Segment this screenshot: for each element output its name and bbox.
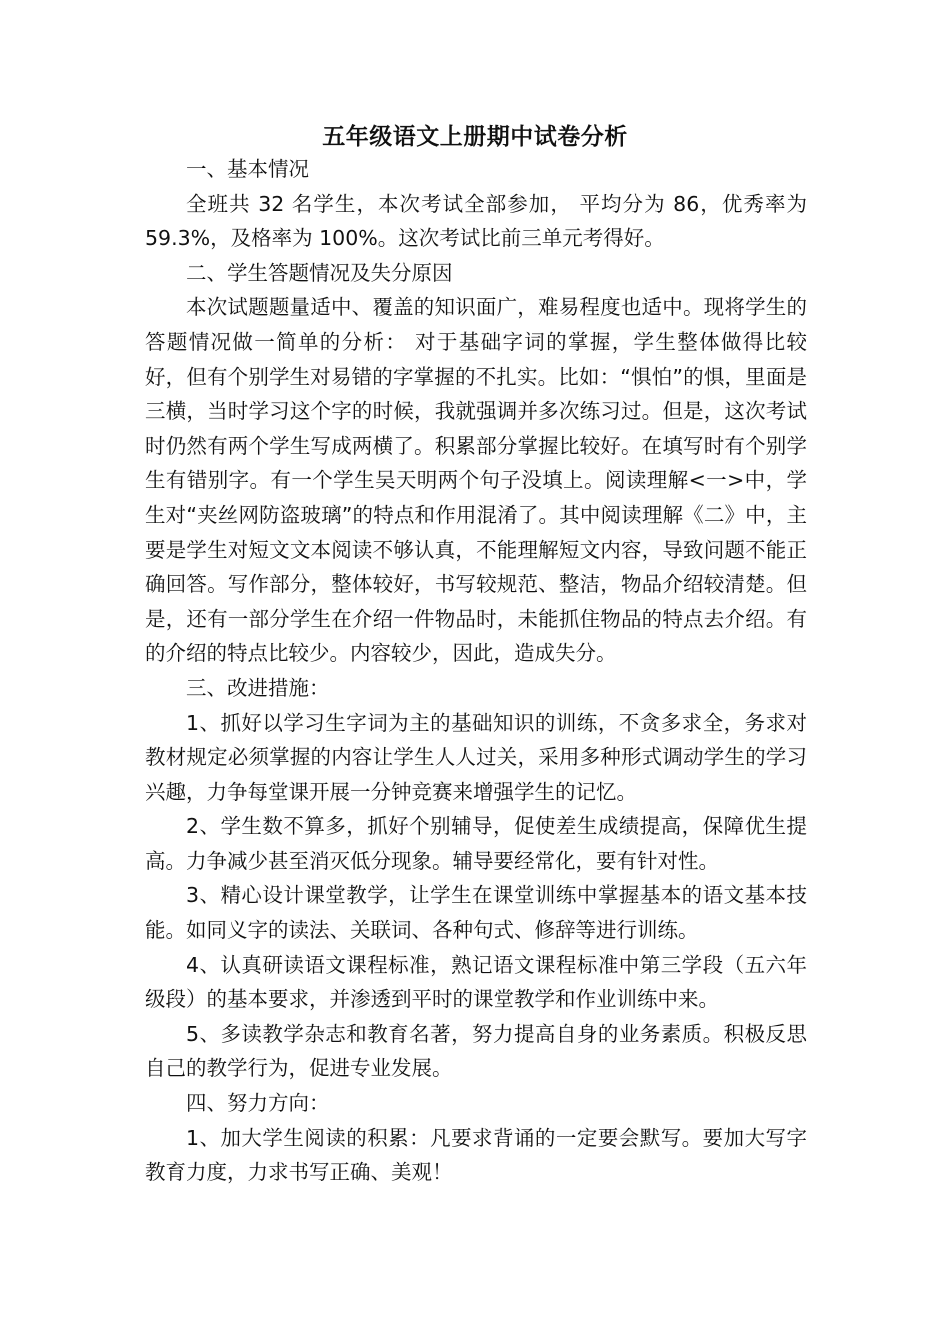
list-item-direction-1: 1、加大学生阅读的积累：凡要求背诵的一定要会默写。要加大写字教育力度，力求书写正确、美观！ <box>145 1125 807 1185</box>
list-item-improvement-2: 2、学生数不算多，抓好个别辅导，促使差生成绩提高，保障优生提高。力争减少甚至消灭低分现象。辅导要经常化，要有针对性。 <box>145 814 807 873</box>
list-item-improvement-5: 5、多读教学杂志和教育名著，努力提高自身的业务素质。积极反思自己的教学行为，促进专业发展。 <box>145 1021 807 1081</box>
section-heading-answer-analysis: 二、学生答题情况及失分原因 <box>186 260 453 285</box>
list-item-improvement-3: 3、精心设计课堂教学，让学生在课堂训练中掌握基本的语文基本技能。如同义字的读法、关联词、各种句式、修辞等进行训练。 <box>145 883 807 943</box>
list-item-improvement-1: 1、抓好以学习生字词为主的基础知识的训练，不贪多求全，务求对教材规定必须掌握的内容让学生人人过关，采用多种形式调动学生的学习兴趣，力争每堂课开展一分钟竞赛来增强学生的记忆。 <box>145 710 807 804</box>
list-item-improvement-4: 4、认真研读语文课程标准，熟记语文课程标准中第三学段（五六年级段）的基本要求，并渗透到平时的课堂教学和作业训练中来。 <box>145 952 807 1012</box>
paragraph-basic-info: 全班共 32 名学生，本次考试全部参加， 平均分为 86，优秀率为 59.3%，及格率为 100%。这次考试比前三单元考得好。 <box>145 191 807 251</box>
document-title: 五年级语文上册期中试卷分析 <box>322 124 628 150</box>
paragraph-answer-analysis: 本次试题题量适中、覆盖的知识面广，难易程度也适中。现将学生的答题情况做一简单的分析： 对于基础字词的掌握，学生整体做得比较好，但有个别学生对易错的字掌握的不扎实。比如：“惧怕”的惧，里面是三横，当时学习这个字的时候，我就强调并多次练习过。但是，这次考试时仍然有两个学生写成两横了。积累部分掌握比较好。在填写时有个别学生有错别字。有一个学生吴天明两个句子没填上。阅读理解<一>中，学生对“夹丝网防盗玻璃”的特点和作用混淆了。其中阅读理解《二》中，主要是学生对短文文本阅读不够认真，不能理解短文内容，导致问题不能正确回答。写作部分，整体较好，书写较规范、整洁，物品介绍较清楚。但是，还有一部分学生在介绍一件物品时，未能抓住物品的特点去介绍。有的介绍的特点比较少。内容较少，因此，造成失分。 <box>145 295 807 666</box>
section-heading-direction: 四、努力方向： <box>186 1091 330 1116</box>
document-body <box>145 152 807 1190</box>
section-heading-basic-info: 一、基本情况 <box>186 157 309 181</box>
section-heading-improvements: 三、改进措施： <box>186 675 330 700</box>
